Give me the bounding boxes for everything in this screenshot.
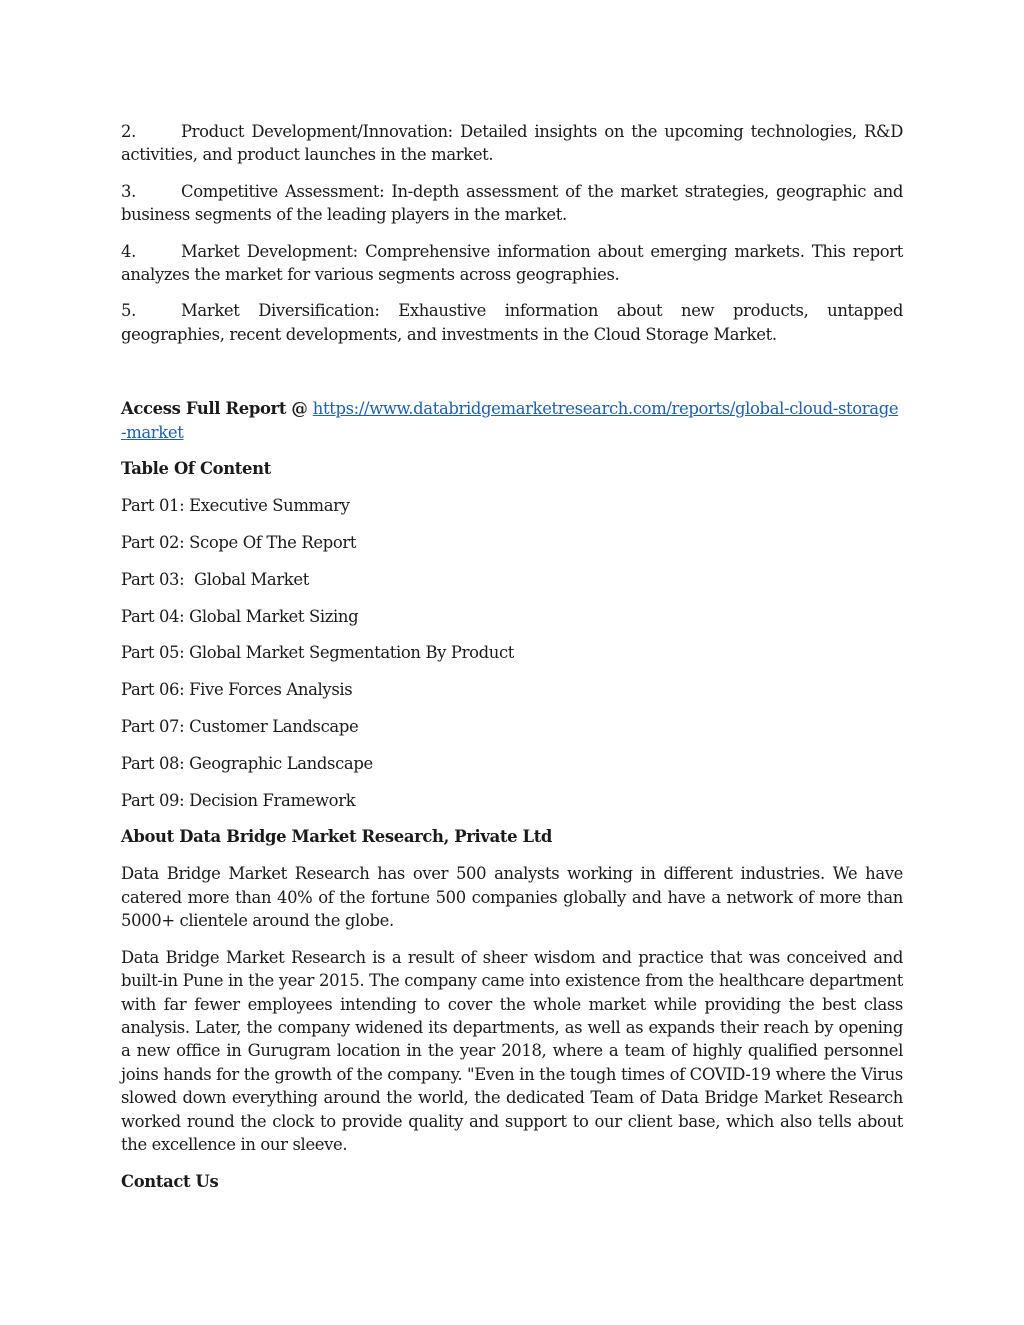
access-full-report bbox=[121, 397, 903, 444]
toc-heading: Table Of Content bbox=[121, 459, 271, 479]
section-spacer bbox=[121, 359, 903, 397]
item-text: Competitive Assessment: In-depth assessment of the market strategies, geographic and business segments of the leading players in the market. bbox=[121, 181, 903, 225]
about-paragraph: Data Bridge Market Research has over 500 analysts working in different industries. We have catered more than 40% of the fortune 500 companies globally and have a network of more than 5000+ clientele around the globe. bbox=[121, 864, 903, 931]
about-heading: About Data Bridge Market Research, Private Ltd bbox=[121, 827, 553, 847]
item-number: 5. bbox=[121, 301, 136, 321]
item-text: Market Diversification: Exhaustive information about new products, untapped geographies, recent developments, and investments in the Cloud Storage Market. bbox=[121, 301, 903, 344]
toc-item: Part 08: Geographic Landscape bbox=[121, 753, 373, 773]
item-number: 4. bbox=[121, 241, 136, 261]
contact-heading: Contact Us bbox=[121, 1171, 219, 1191]
report-link[interactable]: https://www.databridgemarketresearch.com/reports/global-cloud-storage-market bbox=[121, 399, 899, 442]
numbered-item bbox=[121, 180, 903, 227]
toc-item: Part 04: Global Market Sizing bbox=[121, 606, 359, 626]
item-text: Market Development: Comprehensive information about emerging markets. This report analyzes the market for various segments across geographies. bbox=[121, 241, 903, 285]
numbered-item bbox=[121, 299, 903, 346]
toc-item: Part 01: Executive Summary bbox=[121, 496, 350, 516]
toc-item: Part 07: Customer Landscape bbox=[121, 717, 359, 737]
item-text: Product Development/Innovation: Detailed insights on the upcoming technologies, R&D activities, and product launches in the market. bbox=[121, 122, 903, 165]
item-number: 2. bbox=[121, 122, 136, 141]
toc-item: Part 03: Global Market bbox=[121, 569, 309, 589]
toc-item: Part 09: Decision Framework bbox=[121, 790, 356, 810]
item-number: 3. bbox=[121, 181, 136, 201]
about-paragraph: Data Bridge Market Research is a result of sheer wisdom and practice that was conceived and built-in Pune in the year 2015. The company came into existence from the healthcare department with far fewer employees intending to cover the whole market while providing the best class analysis. Later, the company widened its departments, as well as expands their reach by opening a new office in Gurugram location in the year 2018, where a team of highly qualified personnel joins hands for the growth of the company. "Even in the tough times of COVID-19 where the Virus slowed down everything around the world, the dedicated Team of Data Bridge Market Research worked round the clock to provide quality and support to our client base, which also tells about the excellence in our sleeve. bbox=[121, 947, 903, 1155]
toc-item: Part 02: Scope Of The Report bbox=[121, 533, 357, 553]
document-page bbox=[121, 120, 903, 1207]
toc-item: Part 06: Five Forces Analysis bbox=[121, 680, 353, 700]
access-label: Access Full Report @ bbox=[121, 399, 313, 419]
numbered-item bbox=[121, 120, 903, 167]
numbered-item bbox=[121, 240, 903, 287]
toc-item: Part 05: Global Market Segmentation By Product bbox=[121, 643, 515, 663]
